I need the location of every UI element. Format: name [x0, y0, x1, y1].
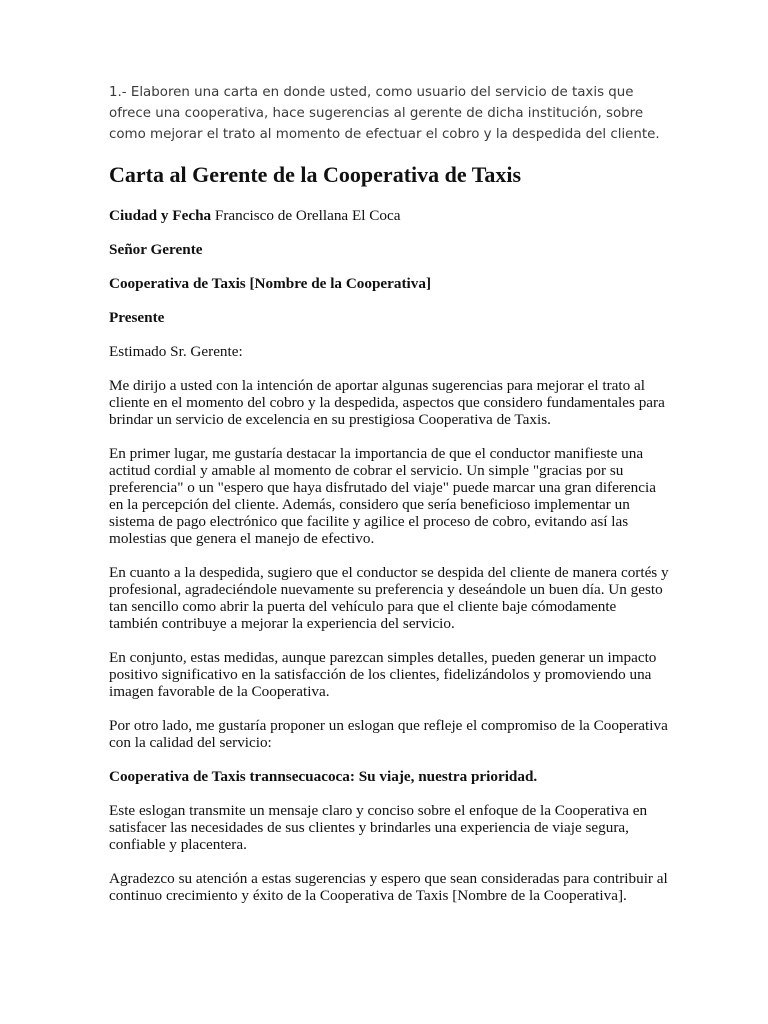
institution: Cooperativa de Taxis [Nombre de la Cooperativa] [109, 275, 432, 292]
body-paragraph-3: En cuanto a la despedida, sugiero que el conductor se despida del cliente de manera cortés y profesional, agradeciéndole nuevamente su preferencia y deseándole un buen día. Un gesto tan sencillo como abrir la puerta del vehículo para que el cliente baje cómodamente también contribuye a mejorar la experiencia del servicio. [109, 564, 669, 632]
body-paragraph-1: Me dirijo a usted con la intención de aportar algunas sugerencias para mejorar el trato al cliente en el momento del cobro y la despedida, aspectos que considero fundamentales para brindar un servicio de excelencia en su prestigiosa Cooperativa de Taxis. [109, 377, 665, 428]
letter-title: Carta al Gerente de la Cooperativa de Taxis [109, 162, 522, 187]
city-date-value: Francisco de Orellana El Coca [214, 207, 401, 224]
city-date-line [109, 207, 669, 224]
assignment-instruction: 1.- Elaboren una carta en donde usted, como usuario del servicio de taxis que ofrece una cooperativa, hace sugerencias al gerente de dicha institución, sobre como mejorar el trato al momento de efectuar el cobro y la despedida del cliente. [109, 85, 660, 142]
present-line: Presente [109, 309, 165, 326]
document-page [109, 82, 669, 921]
closing-paragraph-1: Este eslogan transmite un mensaje claro y conciso sobre el enfoque de la Cooperativa en satisfacer las necesidades de sus clientes y brindarles una experiencia de viaje segura, confiable y placentera. [109, 802, 648, 853]
recipient: Señor Gerente [109, 241, 203, 258]
closing-paragraph-2: Agradezco su atención a estas sugerencias y espero que sean consideradas para contribuir al continuo crecimiento y éxito de la Cooperativa de Taxis [Nombre de la Cooperativa]. [109, 870, 668, 904]
body-paragraph-4: En conjunto, estas medidas, aunque parezcan simples detalles, pueden generar un impacto positivo significativo en la satisfacción de los clientes, fidelizándolos y promoviendo una imagen favorable de la Cooperativa. [109, 649, 657, 700]
body-paragraph-5: Por otro lado, me gustaría proponer un eslogan que refleje el compromiso de la Cooperativa con la calidad del servicio: [109, 717, 668, 751]
slogan: Cooperativa de Taxis trannsecuacoca: Su viaje, nuestra prioridad. [109, 768, 538, 785]
greeting: Estimado Sr. Gerente: [109, 343, 243, 360]
body-paragraph-2: En primer lugar, me gustaría destacar la importancia de que el conductor manifieste una actitud cordial y amable al momento de cobrar el servicio. Un simple "gracias por su preferencia" o un "espero que haya disfrutado del viaje" puede marcar una gran diferencia en la percepción del cliente. Además, considero que sería beneficioso implementar un sistema de pago electrónico que facilite y agilice el proceso de cobro, evitando así las molestias que genera el manejo de efectivo. [109, 445, 656, 547]
city-date-label: Ciudad y Fecha [109, 207, 212, 224]
